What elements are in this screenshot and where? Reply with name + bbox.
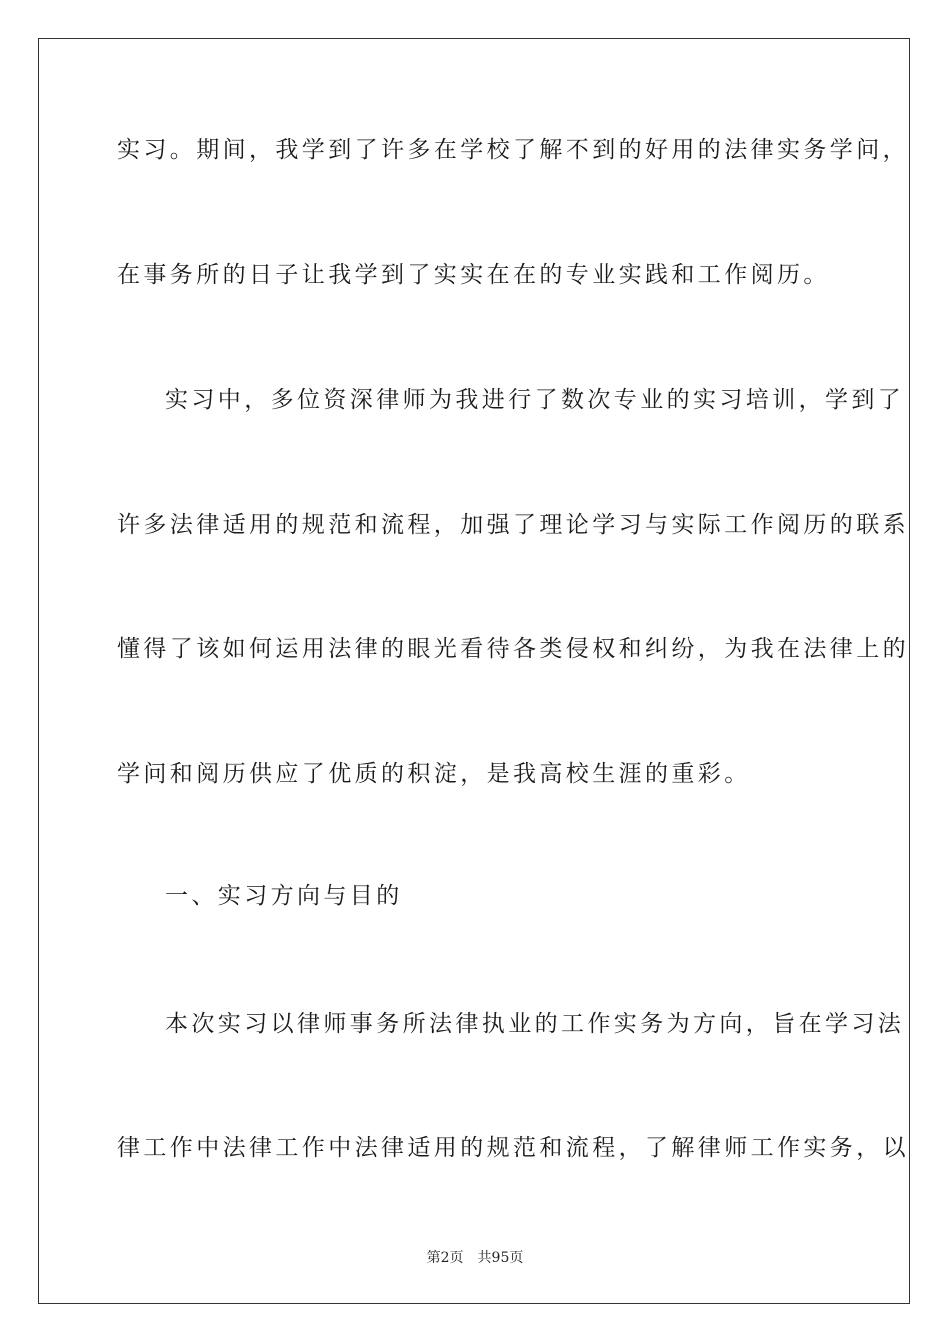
body-text-line-1: 实习。期间，我学到了许多在学校了解不到的好用的法律实务学问， [117, 137, 909, 163]
body-text-line-6: 学问和阅历供应了优质的积淀，是我高校生涯的重彩。 [117, 761, 751, 787]
page-border [38, 38, 910, 1304]
body-text-line-5: 懂得了该如何运用法律的眼光看待各类侵权和纠纷，为我在法律上的 [117, 636, 909, 662]
body-text-line-7: 本次实习以律师事务所法律执业的工作实务为方向，旨在学习法 [165, 1011, 905, 1037]
body-text-line-2: 在事务所的日子让我学到了实实在在的专业实践和工作阅历。 [117, 262, 830, 288]
body-text-line-8: 律工作中法律工作中法律适用的规范和流程，了解律师工作实务，以 [117, 1135, 909, 1161]
total-pages: 共95页 [477, 1250, 524, 1266]
page-footer [0, 1248, 950, 1268]
body-text-line-4: 许多法律适用的规范和流程，加强了理论学习与实际工作阅历的联系 [117, 512, 909, 538]
section-heading: 一、实习方向与目的 [165, 883, 403, 909]
body-text-line-3: 实习中，多位资深律师为我进行了数次专业的实习培训，学到了 [165, 387, 905, 413]
page-number: 第2页 [426, 1250, 464, 1266]
